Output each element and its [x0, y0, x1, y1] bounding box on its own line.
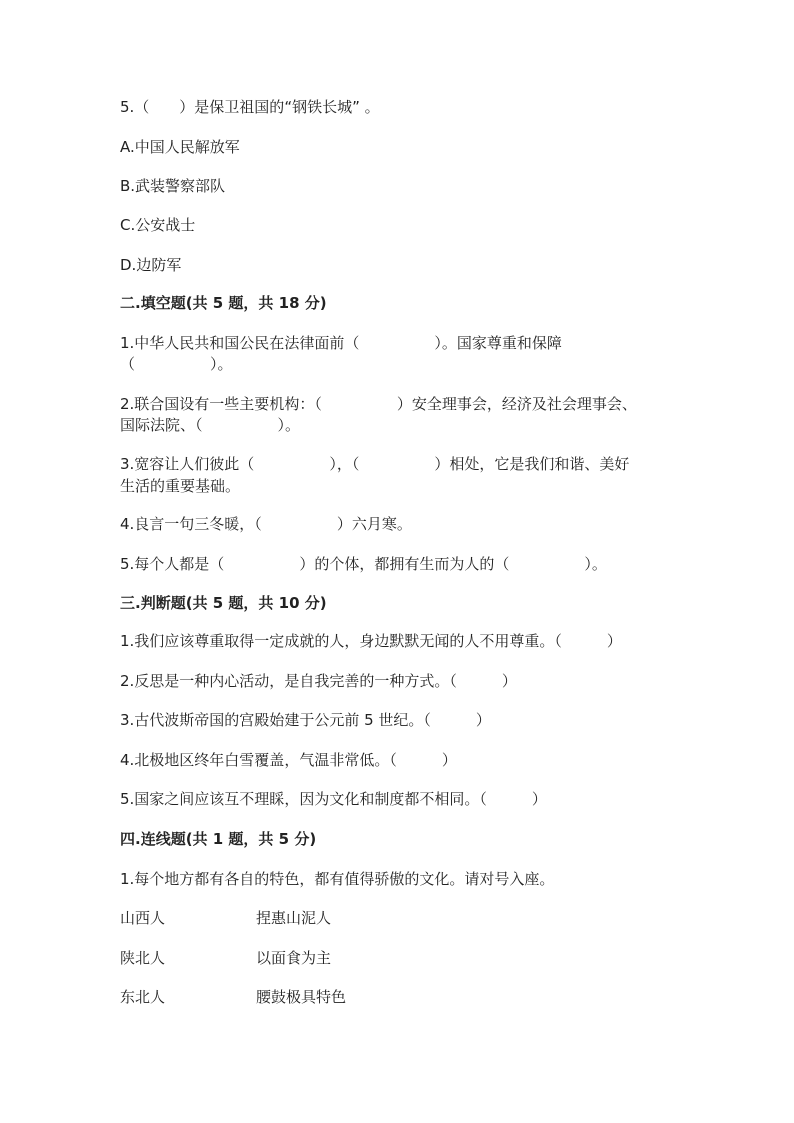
fill-item-4: 4.良言一句三冬暖，（ ）六月寒。 — [120, 515, 412, 533]
match-left-item: 陕北人 — [120, 949, 166, 967]
section-3-heading: 三.判断题(共 5 题，共 10 分) — [120, 594, 327, 612]
judge-item-5: 5.国家之间应该互不理睬，因为文化和制度都不相同。（ ） — [120, 790, 547, 808]
match-question-stem: 1.每个地方都有各自的特色，都有值得骄傲的文化。请对号入座。 — [120, 870, 555, 888]
judge-item-4: 4.北极地区终年白雪覆盖，气温非常低。（ ） — [120, 751, 457, 769]
match-right-item: 以面食为主 — [256, 949, 332, 967]
question-5-stem: 5.（ ）是保卫祖国的“钢铁长城” 。 — [120, 98, 380, 116]
fill-item-1-line-1: 1.中华人民共和国公民在法律面前（ ）。国家尊重和保障 — [120, 334, 562, 352]
fill-item-3-line-2: 生活的重要基础。 — [120, 477, 241, 495]
fill-item-2-line-1: 2.联合国设有一些主要机构：（ ）安全理事会，经济及社会理事会、 — [120, 395, 637, 413]
section-4-heading: 四.连线题(共 1 题，共 5 分) — [120, 830, 317, 848]
match-left-item: 山西人 — [120, 909, 166, 927]
match-right-item: 腰鼓极具特色 — [256, 988, 347, 1006]
fill-item-5: 5.每个人都是（ ）的个体，都拥有生而为人的（ ）。 — [120, 555, 607, 573]
judge-item-1: 1.我们应该尊重取得一定成就的人，身边默默无闻的人不用尊重。（ ） — [120, 632, 622, 650]
option-a: A.中国人民解放军 — [120, 138, 240, 156]
fill-item-3-line-1: 3.宽容让人们彼此（ ），（ ）相处，它是我们和谐、美好 — [120, 455, 630, 473]
option-b: B.武装警察部队 — [120, 177, 226, 195]
fill-item-1-line-2: （ ）。 — [120, 355, 233, 373]
match-right-item: 捏惠山泥人 — [256, 909, 332, 927]
fill-item-2-line-2: 国际法院、（ ）。 — [120, 416, 301, 434]
judge-item-2: 2.反思是一种内心活动，是自我完善的一种方式。（ ） — [120, 672, 517, 690]
option-d: D.边防军 — [120, 256, 182, 274]
judge-item-3: 3.古代波斯帝国的宫殿始建于公元前 5 世纪。（ ） — [120, 711, 491, 729]
match-left-item: 东北人 — [120, 988, 166, 1006]
section-2-heading: 二.填空题(共 5 题，共 18 分) — [120, 294, 327, 312]
option-c: C.公安战士 — [120, 216, 196, 234]
